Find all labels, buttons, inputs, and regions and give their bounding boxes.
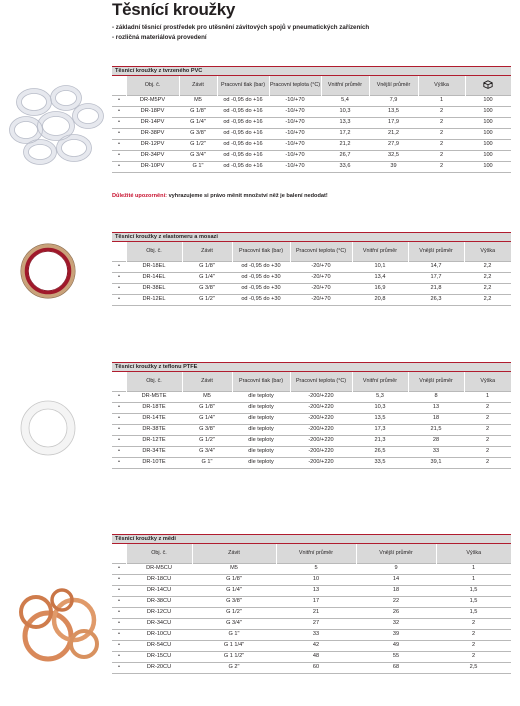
table-cell: 13 (408, 402, 464, 413)
ptfe-table (112, 372, 511, 469)
column-header: Obj. č. (126, 372, 182, 391)
table-cell: 33,5 (352, 457, 408, 468)
table-cell: dle teploty (232, 413, 290, 424)
table-row (112, 150, 511, 161)
row-bullet: • (112, 651, 126, 662)
table-cell: G 1/8" (192, 574, 276, 585)
table-cell: 10,1 (352, 261, 408, 272)
table-cell: DR-14EL (126, 272, 182, 283)
table-row (112, 424, 511, 435)
table-cell: DR-38PV (126, 128, 179, 139)
table-row (112, 457, 511, 468)
table-cell: DR-18TE (126, 402, 182, 413)
table-cell: od -0,95 do +16 (217, 106, 269, 117)
column-header: Vnější průměr (369, 76, 418, 95)
table-cell: 2 (436, 651, 511, 662)
table-cell: dle teploty (232, 446, 290, 457)
table-row (112, 563, 511, 574)
table-cell: 5,3 (352, 391, 408, 402)
elastomer-ring-photo (18, 241, 78, 301)
row-bullet: • (112, 413, 126, 424)
table-row (112, 106, 511, 117)
column-header: Pracovní teplota (°C) (290, 242, 352, 261)
row-bullet: • (112, 585, 126, 596)
table-cell: dle teploty (232, 457, 290, 468)
table-cell: 10,3 (321, 106, 369, 117)
table-cell: DR-M5PV (126, 95, 179, 106)
table-cell: 26,3 (408, 294, 464, 305)
section-title: Těsnicí kroužky z tvrzeného PVC (112, 66, 511, 76)
table-cell: 2 (436, 618, 511, 629)
table-cell: 1,5 (436, 585, 511, 596)
table-cell: G 3/4" (192, 618, 276, 629)
table-cell: -200/+220 (290, 413, 352, 424)
table-cell: G 3/8" (192, 596, 276, 607)
table-cell: M5 (179, 95, 217, 106)
pvc-section (112, 66, 511, 173)
table-row (112, 161, 511, 172)
column-header: Vnitřní průměr (276, 544, 356, 563)
table-cell: od -0,95 do +16 (217, 150, 269, 161)
row-bullet: • (112, 607, 126, 618)
column-header (465, 76, 511, 95)
table-cell: G 3/8" (182, 424, 232, 435)
table-cell: G 1/4" (192, 585, 276, 596)
table-cell: G 1/8" (179, 106, 217, 117)
table-cell: DR-12PV (126, 139, 179, 150)
row-bullet: • (112, 391, 126, 402)
table-cell: G 3/4" (182, 446, 232, 457)
column-header: Závit (182, 242, 232, 261)
table-cell: 32,5 (369, 150, 418, 161)
ptfe-section (112, 362, 511, 469)
table-row (112, 128, 511, 139)
table-cell: 17,2 (321, 128, 369, 139)
table-row (112, 139, 511, 150)
row-bullet: • (112, 294, 126, 305)
table-cell: 21 (276, 607, 356, 618)
pvc-rings-photo (6, 80, 106, 170)
table-cell: 55 (356, 651, 436, 662)
column-header: Závit (182, 372, 232, 391)
column-header: Pracovní teplota (°C) (269, 76, 321, 95)
table-cell: DR-34CU (126, 618, 192, 629)
column-header: Vnitřní průměr (352, 242, 408, 261)
table-cell: G 3/8" (182, 283, 232, 294)
row-bullet: • (112, 402, 126, 413)
elastomer-section (112, 232, 511, 306)
important-note (112, 193, 328, 199)
table-cell: dle teploty (232, 402, 290, 413)
table-row (112, 585, 511, 596)
row-bullet: • (112, 596, 126, 607)
row-bullet: • (112, 150, 126, 161)
table-cell: DR-54CU (126, 640, 192, 651)
table-cell: -10/+70 (269, 106, 321, 117)
table-cell: 21,8 (408, 283, 464, 294)
table-cell: G 3/4" (179, 150, 217, 161)
table-cell: 10,3 (352, 402, 408, 413)
table-cell: od -0,95 do +16 (217, 161, 269, 172)
row-bullet: • (112, 117, 126, 128)
copper-table (112, 544, 511, 674)
table-row (112, 446, 511, 457)
table-cell: 14,7 (408, 261, 464, 272)
table-cell: -20/+70 (290, 272, 352, 283)
table-cell: 1 (418, 95, 465, 106)
table-cell: od -0,95 do +30 (232, 261, 290, 272)
row-bullet: • (112, 106, 126, 117)
column-header: Výška (418, 76, 465, 95)
table-cell: 21,2 (321, 139, 369, 150)
row-bullet: • (112, 139, 126, 150)
table-cell: 39 (356, 629, 436, 640)
table-cell: 2 (464, 446, 511, 457)
column-header: Obj. č. (126, 242, 182, 261)
table-cell: G 1" (192, 629, 276, 640)
table-cell: 13 (276, 585, 356, 596)
table-cell: DR-14CU (126, 585, 192, 596)
table-cell: DR-10PV (126, 161, 179, 172)
table-cell: 2,2 (464, 272, 511, 283)
row-bullet: • (112, 128, 126, 139)
table-cell: 100 (465, 106, 511, 117)
table-cell: DR-M5TE (126, 391, 182, 402)
table-cell: G 1 1/4" (192, 640, 276, 651)
table-row (112, 294, 511, 305)
table-cell: dle teploty (232, 435, 290, 446)
table-cell: 2 (464, 413, 511, 424)
row-bullet: • (112, 283, 126, 294)
table-cell: 2 (418, 161, 465, 172)
copper-section (112, 534, 511, 674)
table-cell: DR-M5CU (126, 563, 192, 574)
table-cell: DR-10TE (126, 457, 182, 468)
table-cell: od -0,95 do +16 (217, 128, 269, 139)
table-cell: 2 (464, 402, 511, 413)
ptfe-ring-photo (18, 398, 78, 458)
table-cell: od -0,95 do +30 (232, 272, 290, 283)
intro-text (112, 23, 369, 42)
table-cell: 21,3 (352, 435, 408, 446)
table-cell: od -0,95 do +30 (232, 283, 290, 294)
table-row (112, 596, 511, 607)
column-header: Obj. č. (126, 76, 179, 95)
row-bullet: • (112, 95, 126, 106)
table-cell: dle teploty (232, 424, 290, 435)
table-row (112, 435, 511, 446)
table-cell: 2,5 (436, 662, 511, 673)
table-cell: 8 (408, 391, 464, 402)
table-cell: 2 (464, 435, 511, 446)
table-cell: od -0,95 do +16 (217, 95, 269, 106)
table-cell: 2 (418, 128, 465, 139)
column-header: Pracovní tlak (bar) (232, 372, 290, 391)
page-title: Těsnící kroužky (112, 0, 236, 19)
table-cell: 21,2 (369, 128, 418, 139)
table-cell: -200/+220 (290, 435, 352, 446)
table-cell: 39 (369, 161, 418, 172)
table-cell: 2 (418, 106, 465, 117)
table-cell: 100 (465, 117, 511, 128)
table-cell: G 1/8" (182, 261, 232, 272)
table-row (112, 651, 511, 662)
table-cell: 100 (465, 128, 511, 139)
table-cell: 2 (464, 457, 511, 468)
table-cell: 16,9 (352, 283, 408, 294)
section-title: Těsnicí kroužky z teflonu PTFE (112, 362, 511, 372)
table-cell: G 1/2" (179, 139, 217, 150)
table-cell: 60 (276, 662, 356, 673)
row-bullet: • (112, 629, 126, 640)
table-cell: 2,2 (464, 294, 511, 305)
row-bullet: • (112, 161, 126, 172)
table-cell: 26,7 (321, 150, 369, 161)
table-row (112, 283, 511, 294)
table-cell: 1,5 (436, 607, 511, 618)
table-cell: 33,6 (321, 161, 369, 172)
table-cell: 42 (276, 640, 356, 651)
table-cell: -10/+70 (269, 128, 321, 139)
table-cell: 2 (418, 139, 465, 150)
table-cell: 68 (356, 662, 436, 673)
package-icon (483, 80, 493, 89)
table-cell: 26,5 (352, 446, 408, 457)
column-header: Závit (179, 76, 217, 95)
table-cell: 13,3 (321, 117, 369, 128)
table-cell: DR-38TE (126, 424, 182, 435)
table-cell: 21,5 (408, 424, 464, 435)
table-cell: DR-20CU (126, 662, 192, 673)
table-cell: 1 (436, 574, 511, 585)
table-cell: G 1/4" (182, 413, 232, 424)
copper-rings-photo (12, 586, 108, 666)
table-cell: 1,5 (436, 596, 511, 607)
table-cell: 49 (356, 640, 436, 651)
table-cell: 2,2 (464, 261, 511, 272)
intro-line: - rozličná materiálová provedení (112, 33, 207, 41)
table-cell: 17,3 (352, 424, 408, 435)
table-cell: 2 (418, 117, 465, 128)
table-cell: -10/+70 (269, 161, 321, 172)
table-cell: -200/+220 (290, 391, 352, 402)
table-cell: od -0,95 do +16 (217, 139, 269, 150)
row-bullet: • (112, 424, 126, 435)
table-cell: 100 (465, 161, 511, 172)
intro-line: - základní těsnicí prostředek pro utěsnění závitových spojů v pneumatických zařízeních (112, 24, 370, 31)
section-title: Těsnicí kroužky z mědi (112, 534, 511, 544)
table-cell: -10/+70 (269, 95, 321, 106)
table-cell: G 1 1/2" (192, 651, 276, 662)
table-cell: M5 (192, 563, 276, 574)
table-cell: dle teploty (232, 391, 290, 402)
table-cell: 33 (408, 446, 464, 457)
table-cell: 18 (408, 413, 464, 424)
table-cell: DR-10CU (126, 629, 192, 640)
table-cell: 2 (436, 640, 511, 651)
table-cell: DR-12TE (126, 435, 182, 446)
table-cell: DR-34PV (126, 150, 179, 161)
table-cell: G 1/2" (182, 435, 232, 446)
row-bullet: • (112, 272, 126, 283)
table-cell: M5 (182, 391, 232, 402)
table-cell: -200/+220 (290, 446, 352, 457)
table-cell: 5 (276, 563, 356, 574)
table-cell: 2 (418, 150, 465, 161)
table-cell: DR-15CU (126, 651, 192, 662)
table-cell: G 3/8" (179, 128, 217, 139)
table-row (112, 629, 511, 640)
section-title: Těsnicí kroužky z elastomeru a mosazi (112, 232, 511, 242)
row-bullet: • (112, 435, 126, 446)
table-cell: -20/+70 (290, 261, 352, 272)
table-cell: 22 (356, 596, 436, 607)
column-header: Vnější průměr (408, 242, 464, 261)
table-cell: 2,2 (464, 283, 511, 294)
elastomer-table (112, 242, 511, 306)
table-cell: 5,4 (321, 95, 369, 106)
table-cell: DR-38EL (126, 283, 182, 294)
table-cell: -20/+70 (290, 294, 352, 305)
table-cell: 100 (465, 95, 511, 106)
table-cell: G 1/2" (182, 294, 232, 305)
row-bullet: • (112, 662, 126, 673)
table-cell: G 1" (179, 161, 217, 172)
table-cell: DR-18CU (126, 574, 192, 585)
column-header: Vnější průměr (408, 372, 464, 391)
column-header: Vnější průměr (356, 544, 436, 563)
table-cell: -20/+70 (290, 283, 352, 294)
table-cell: 10 (276, 574, 356, 585)
table-row (112, 618, 511, 629)
table-cell: G 1/4" (182, 272, 232, 283)
table-cell: -200/+220 (290, 402, 352, 413)
column-header: Pracovní tlak (bar) (217, 76, 269, 95)
table-cell: 18 (356, 585, 436, 596)
table-cell: -10/+70 (269, 139, 321, 150)
table-cell: 28 (408, 435, 464, 446)
column-header: Vnitřní průměr (321, 76, 369, 95)
row-bullet: • (112, 446, 126, 457)
table-cell: 20,8 (352, 294, 408, 305)
table-row (112, 272, 511, 283)
table-row (112, 261, 511, 272)
table-cell: 26 (356, 607, 436, 618)
table-cell: 13,4 (352, 272, 408, 283)
table-cell: DR-14TE (126, 413, 182, 424)
table-cell: DR-18PV (126, 106, 179, 117)
table-cell: 1 (436, 563, 511, 574)
row-bullet: • (112, 261, 126, 272)
table-cell: 32 (356, 618, 436, 629)
table-cell: 13,5 (369, 106, 418, 117)
table-cell: -10/+70 (269, 117, 321, 128)
row-bullet: • (112, 618, 126, 629)
row-bullet: • (112, 574, 126, 585)
table-cell: DR-14PV (126, 117, 179, 128)
table-cell: 1 (464, 391, 511, 402)
column-header: Výška (436, 544, 511, 563)
column-header: Obj. č. (126, 544, 192, 563)
table-row (112, 117, 511, 128)
table-cell: 2 (464, 424, 511, 435)
table-cell: 17 (276, 596, 356, 607)
table-row (112, 574, 511, 585)
table-cell: 33 (276, 629, 356, 640)
row-bullet: • (112, 563, 126, 574)
table-cell: DR-12CU (126, 607, 192, 618)
pvc-table (112, 76, 511, 173)
column-header: Výška (464, 242, 511, 261)
note-text: vyhrazujeme si právo měnit množství něž je balení nedodat! (167, 193, 328, 199)
table-cell: G 1/2" (192, 607, 276, 618)
note-label: Důležité upozornění: (112, 193, 168, 199)
table-row (112, 640, 511, 651)
table-row (112, 662, 511, 673)
table-cell: 7,9 (369, 95, 418, 106)
table-cell: 27 (276, 618, 356, 629)
table-cell: 39,1 (408, 457, 464, 468)
table-cell: 100 (465, 150, 511, 161)
table-cell: G 1/8" (182, 402, 232, 413)
table-row (112, 413, 511, 424)
column-header: Pracovní tlak (bar) (232, 242, 290, 261)
table-cell: DR-18EL (126, 261, 182, 272)
table-cell: 100 (465, 139, 511, 150)
table-cell: 2 (436, 629, 511, 640)
table-cell: -200/+220 (290, 424, 352, 435)
table-cell: G 2" (192, 662, 276, 673)
table-cell: G 1/4" (179, 117, 217, 128)
table-cell: od -0,95 do +30 (232, 294, 290, 305)
table-cell: 17,9 (369, 117, 418, 128)
table-cell: 17,7 (408, 272, 464, 283)
table-cell: 48 (276, 651, 356, 662)
table-cell: DR-34TE (126, 446, 182, 457)
row-bullet: • (112, 457, 126, 468)
column-header: Vnitřní průměr (352, 372, 408, 391)
column-header: Závit (192, 544, 276, 563)
column-header: Výška (464, 372, 511, 391)
table-row (112, 95, 511, 106)
table-cell: -200/+220 (290, 457, 352, 468)
column-header: Pracovní teplota (°C) (290, 372, 352, 391)
table-row (112, 607, 511, 618)
table-cell: 9 (356, 563, 436, 574)
table-cell: 14 (356, 574, 436, 585)
table-cell: od -0,95 do +16 (217, 117, 269, 128)
table-cell: G 1" (182, 457, 232, 468)
table-row (112, 391, 511, 402)
table-cell: 13,5 (352, 413, 408, 424)
table-cell: DR-12EL (126, 294, 182, 305)
table-cell: -10/+70 (269, 150, 321, 161)
table-row (112, 402, 511, 413)
row-bullet: • (112, 640, 126, 651)
table-cell: 27,9 (369, 139, 418, 150)
table-cell: DR-38CU (126, 596, 192, 607)
